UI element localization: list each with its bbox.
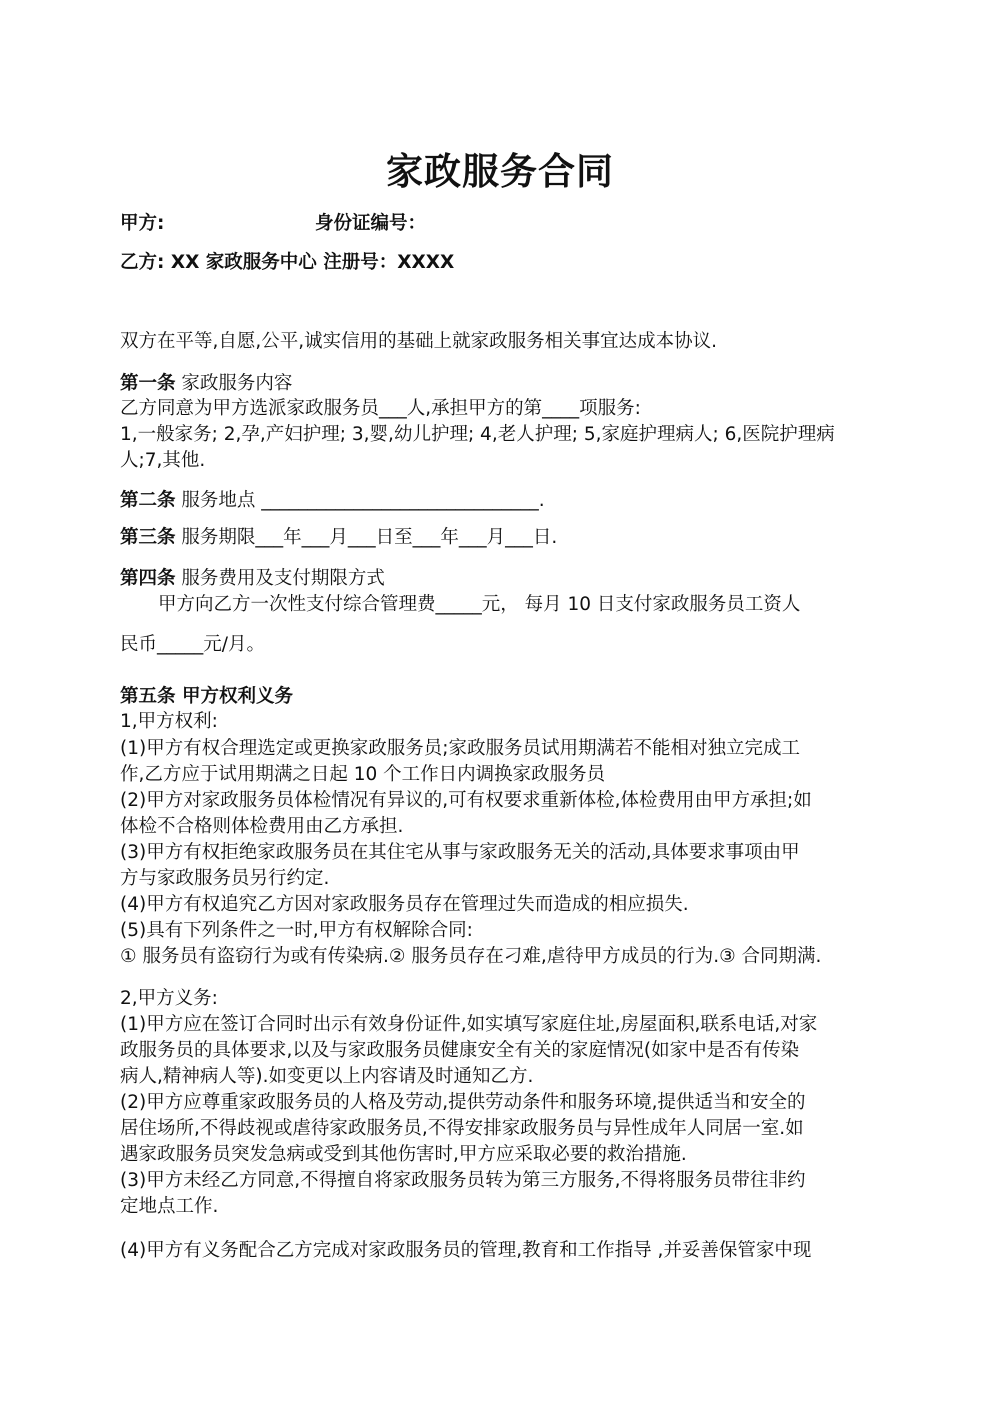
duties-line: 定地点工作. (120, 1196, 219, 1217)
article-1-heading (120, 371, 292, 397)
rights-line: (3)甲方有权拒绝家政服务员在其住宅从事与家政服务无关的活动,具体要求事项由甲 (120, 842, 800, 863)
article-1-title: 家政服务内容 (175, 373, 293, 394)
duties-line: 遇家政服务员突发急病或受到其他伤害时,甲方应采取必要的救治措施. (120, 1144, 687, 1165)
party-b-line: 乙方: XX 家政服务中心 注册号：XXXX (120, 252, 455, 273)
rights-line: (2)甲方对家政服务员体检情况有异议的,可有权要求重新体检,体检费用由甲方承担;如 (120, 790, 812, 811)
article-1-label: 第一条 (120, 373, 176, 394)
article-4-line: 民币_____元/月。 (120, 634, 265, 655)
duties-heading: 2,甲方义务: (120, 988, 218, 1009)
article-2-label: 第二条 (120, 490, 176, 511)
party-a-id-label: 身份证编号： (315, 213, 427, 234)
article-1-line: 1,一般家务; 2,孕,产妇护理; 3,婴,幼儿护理; 4,老人护理; 5,家庭护理病人; 6,医院护理病 (120, 424, 835, 445)
intro-paragraph: 双方在平等,自愿,公平,诚实信用的基础上就家政服务相关事宜达成本协议. (120, 331, 718, 352)
rights-heading: 1,甲方权利: (120, 711, 218, 732)
party-a-label: 甲方: (120, 213, 165, 234)
duties-line: 居住场所,不得歧视或虐待家政服务员,不得安排家政服务员与异性成年人同居一室.如 (120, 1118, 804, 1139)
article-2-text: 服务地点 ______________________________. (175, 490, 545, 511)
article-3-text: 服务期限___年___月___日至___年___月___日. (175, 527, 558, 548)
article-3 (120, 525, 557, 551)
duties-line: 政服务员的具体要求,以及与家政服务员健康安全有关的家庭情况(如家中是否有传染 (120, 1040, 800, 1061)
document-title: 家政服务合同 (386, 150, 614, 193)
article-4-title: 服务费用及支付期限方式 (175, 568, 385, 589)
duties-line: (3)甲方未经乙方同意,不得擅自将家政服务员转为第三方服务,不得将服务员带往非约 (120, 1170, 806, 1191)
rights-line: 作,乙方应于试用期满之日起 10 个工作日内调换家政服务员 (120, 764, 606, 785)
duties-line: (1)甲方应在签订合同时出示有效身份证件,如实填写家庭住址,房屋面积,联系电话,对家 (120, 1014, 818, 1035)
article-4-label: 第四条 (120, 568, 176, 589)
article-4-heading (120, 566, 385, 592)
article-3-label: 第三条 (120, 527, 176, 548)
rights-line: 体检不合格则体检费用由乙方承担. (120, 816, 404, 837)
article-4-line: 甲方向乙方一次性支付综合管理费_____元， 每月 10 日支付家政服务员工资人 (158, 594, 801, 615)
article-1-line: 乙方同意为甲方选派家政服务员___人,承担甲方的第____项服务: (120, 398, 641, 419)
rights-line: 方与家政服务员另行约定. (120, 868, 330, 889)
article-1-line: 人;7,其他. (120, 450, 206, 471)
rights-line: (5)具有下列条件之一时,甲方有权解除合同: (120, 920, 473, 941)
rights-line: (1)甲方有权合理选定或更换家政服务员;家政服务员试用期满若不能相对独立完成工 (120, 738, 800, 759)
rights-line: ① 服务员有盗窃行为或有传染病.② 服务员存在刁难,虐待甲方成员的行为.③ 合同期满. (120, 946, 822, 967)
article-5-title: 第五条 甲方权利义务 (120, 686, 293, 707)
duties-line: (2)甲方应尊重家政服务员的人格及劳动,提供劳动条件和服务环境,提供适当和安全的 (120, 1092, 806, 1113)
duties-line: (4)甲方有义务配合乙方完成对家政服务员的管理,教育和工作指导 ,并妥善保管家中现 (120, 1240, 812, 1261)
duties-line: 病人,精神病人等).如变更以上内容请及时通知乙方. (120, 1066, 534, 1087)
article-2 (120, 488, 545, 514)
rights-line: (4)甲方有权追究乙方因对家政服务员存在管理过失而造成的相应损失. (120, 894, 689, 915)
